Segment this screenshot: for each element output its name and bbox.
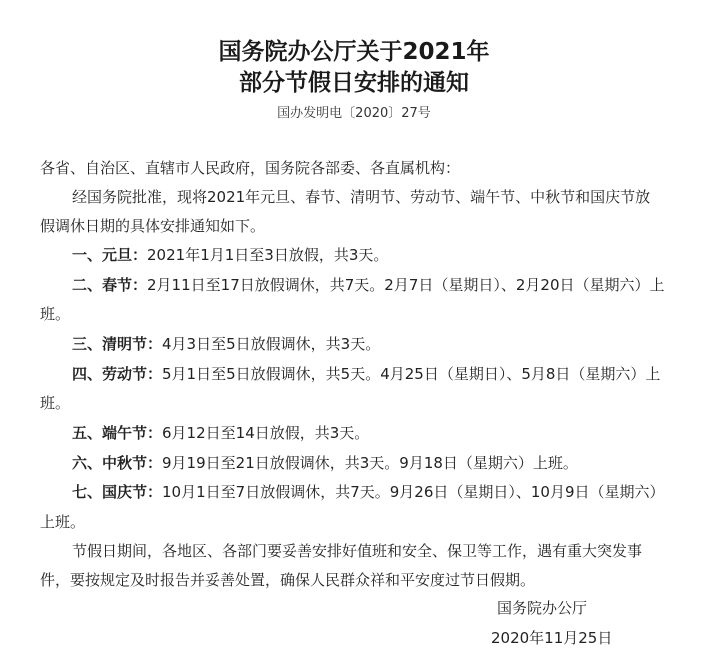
holiday-item-qingming [72, 334, 380, 354]
holiday-text: 4月3日至5日放假调休，共3天。 [162, 335, 381, 353]
document-number: 国办发明电〔2020〕27号 [277, 106, 431, 121]
document-title-line1: 国务院办公厅关于2021年 [218, 39, 490, 65]
holiday-item-continuation: 班。 [40, 394, 71, 412]
holiday-item-continuation: 上班。 [40, 513, 86, 531]
holiday-item-continuation: 班。 [40, 305, 71, 323]
holiday-label: 四、劳动节： [72, 365, 163, 383]
intro-line-1: 经国务院批准，现将2021年元旦、春节、清明节、劳动节、端午节、中秋节和国庆节放 [72, 188, 651, 206]
holiday-label: 二、春节： [72, 276, 148, 294]
holiday-text: 2021年1月1日至3日放假，共3天。 [147, 246, 389, 264]
holiday-label: 七、国庆节： [72, 483, 163, 501]
holiday-item-dragon-boat [72, 423, 369, 443]
issue-date: 2020年11月25日 [491, 629, 613, 647]
salutation: 各省、自治区、直辖市人民政府，国务院各部委、各直属机构： [40, 159, 461, 177]
holiday-text: 10月1日至7日放假调休，共7天。9月26日（星期日）、10月9日（星期六） [162, 483, 665, 501]
holiday-text: 5月1日至5日放假调休，共5天。4月25日（星期日）、5月8日（星期六）上 [162, 365, 661, 383]
signature: 国务院办公厅 [497, 599, 588, 617]
document-title-line2: 部分节假日安排的通知 [239, 70, 469, 96]
holiday-text: 9月19日至21日放假调休，共3天。9月18日（星期六）上班。 [162, 454, 578, 472]
holiday-label: 五、端午节： [72, 424, 163, 442]
intro-line-2: 假调休日期的具体安排通知如下。 [40, 217, 266, 235]
holiday-item-new-year [72, 245, 388, 265]
holiday-item-national-day [72, 482, 665, 502]
holiday-text: 6月12日至14日放假，共3天。 [162, 424, 370, 442]
holiday-label: 一、元旦： [72, 246, 148, 264]
holiday-item-mid-autumn [72, 453, 578, 473]
holiday-label: 三、清明节： [72, 335, 163, 353]
holiday-item-labor-day [72, 364, 660, 384]
holiday-item-spring-festival [72, 275, 665, 295]
closing-line-1: 节假日期间，各地区、各部门要妥善安排好值班和安全、保卫等工作，遇有重大突发事 [72, 542, 643, 560]
closing-line-2: 件，要按规定及时报告并妥善处置，确保人民群众祥和平安度过节日假期。 [40, 571, 536, 589]
holiday-label: 六、中秋节： [72, 454, 163, 472]
holiday-text: 2月11日至17日放假调休，共7天。2月7日（星期日）、2月20日（星期六）上 [147, 276, 665, 294]
